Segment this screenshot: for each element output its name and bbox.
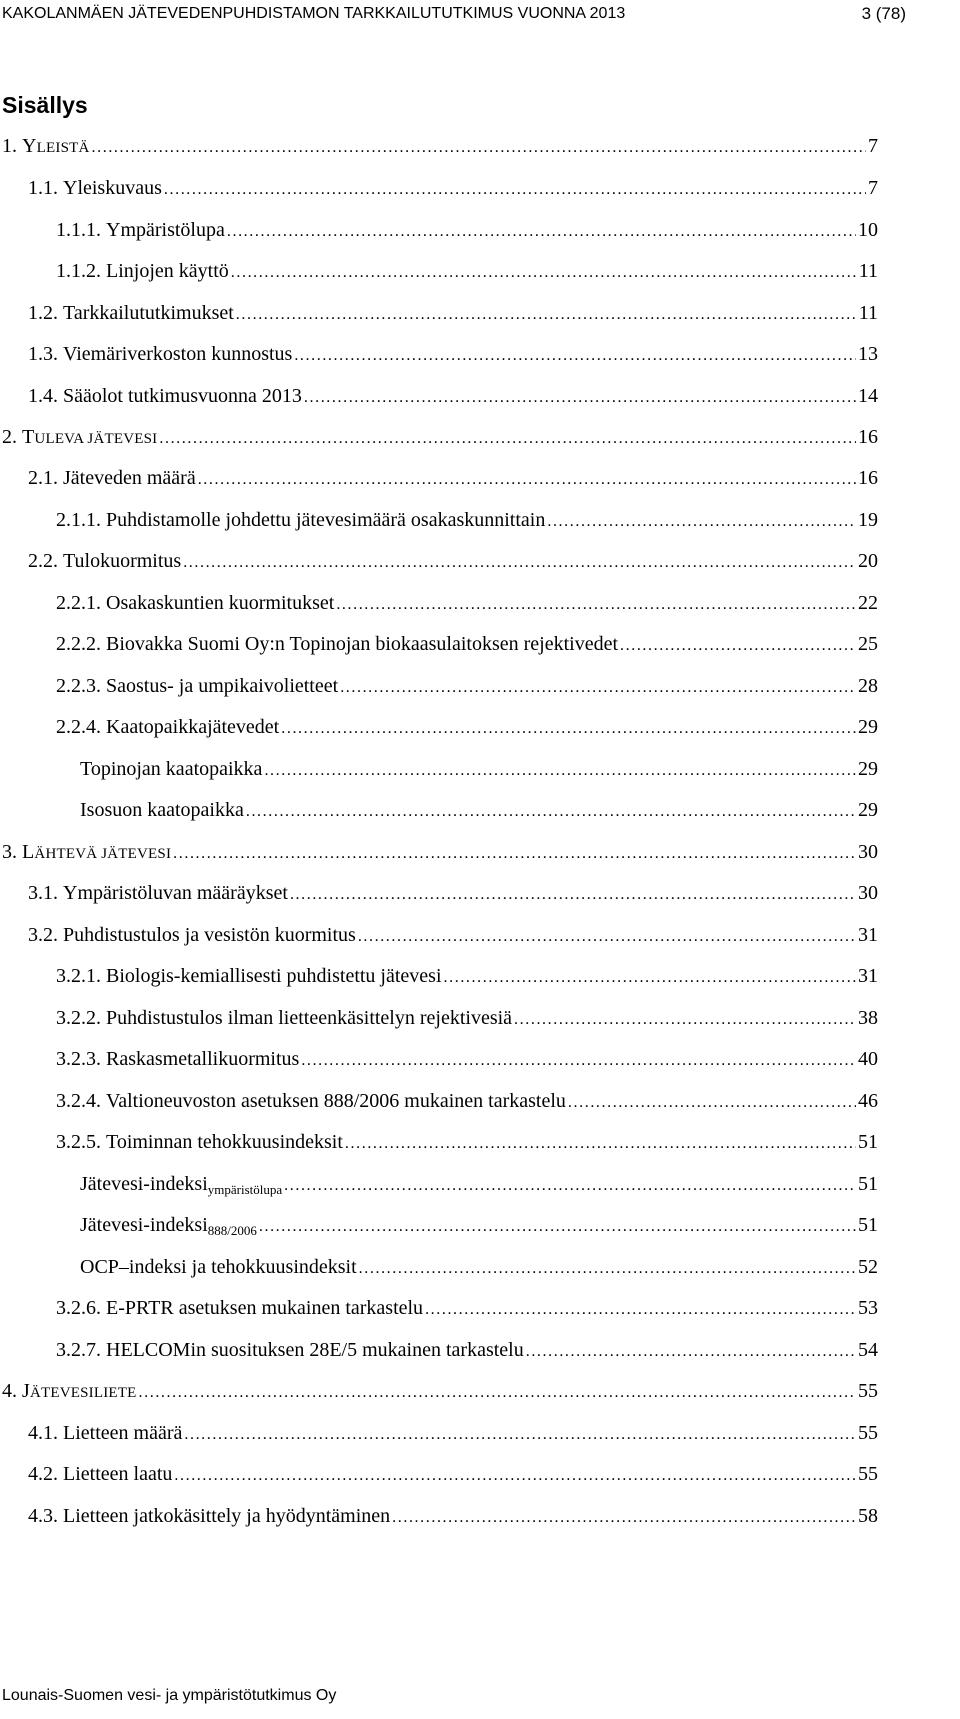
toc-entry-number: 3. [2, 841, 22, 863]
toc-entry-number: 3.2.4. [56, 1090, 106, 1112]
toc-entry-number: 1.2. [28, 302, 63, 324]
toc-entry-title [106, 1294, 423, 1322]
toc-entry-page: 10 [858, 219, 878, 241]
toc-entry-page: 31 [858, 965, 878, 987]
toc-entry-title-rest: ÄHTEVÄ JÄTEVESI [34, 846, 172, 862]
toc-entry-number: 3.2. [28, 924, 63, 946]
toc-entry-title-text: Ympäristölupa [106, 219, 225, 241]
toc-entry-page: 55 [858, 1422, 878, 1444]
page-number: 3 (78) [861, 4, 906, 23]
toc-entry-number: 4.1. [28, 1422, 63, 1444]
toc-entry-title [22, 1377, 137, 1407]
toc-entry-title-text: Jätevesi-indeksi [80, 1173, 208, 1195]
toc-entry-title-text: E-PRTR asetuksen mukainen tarkastelu [106, 1297, 424, 1319]
toc-entry-title-initial: J [22, 1380, 30, 1402]
toc-entry-page: 46 [858, 1090, 878, 1112]
toc-entry-title-text: Saostus- ja umpikaivolietteet [106, 675, 339, 697]
toc-entry-title-text: Yleiskuvaus [63, 177, 162, 199]
toc-entry-page: 38 [858, 1007, 878, 1029]
toc-entry-subscript: 888/2006 [207, 1223, 257, 1238]
toc-entry[interactable] [80, 796, 878, 824]
toc-entry-title-text: Viemäriverkoston kunnostus [63, 343, 293, 365]
toc-dot-leader [547, 508, 856, 536]
toc-entry-number: 2. [2, 426, 22, 448]
toc-dot-leader [183, 549, 856, 577]
toc-entry-title [106, 1045, 299, 1073]
toc-entry[interactable] [28, 174, 878, 202]
toc-entry-title-text: Linjojen käyttö [106, 260, 229, 282]
toc-entry-title [63, 464, 196, 492]
toc-entry-title-text: HELCOMin suosituksen 28E/5 mukainen tarkastelu [106, 1339, 524, 1361]
toc-entry-title [22, 423, 157, 453]
toc-entry-title [22, 838, 171, 868]
toc-dot-leader [392, 1504, 856, 1532]
toc-entry-page: 51 [858, 1214, 878, 1236]
toc-entry[interactable] [28, 879, 878, 907]
toc-entry[interactable] [80, 1253, 878, 1281]
toc-entry-title [106, 962, 442, 990]
toc-entry-title [106, 257, 229, 285]
toc-dot-leader [284, 1172, 856, 1200]
toc-entry[interactable] [56, 630, 878, 658]
toc-entry-page: 30 [858, 882, 878, 904]
toc-entry-title-text: Lietteen jatkokäsittely ja hyödyntäminen [63, 1505, 391, 1527]
toc-entry-title-text: Biologis-kemiallisesti puhdistettu jätevesi [106, 965, 442, 987]
toc-entry-title-text: Topinojan kaatopaikka [80, 758, 263, 780]
toc-dot-leader [340, 674, 856, 702]
toc-entry-number: 1.4. [28, 385, 63, 407]
page-footer: Lounais-Suomen vesi- ja ympäristötutkimus Oy [2, 1687, 337, 1704]
toc-entry-page: 19 [858, 509, 878, 531]
toc-dot-leader [620, 632, 856, 660]
toc-entry[interactable] [56, 1128, 878, 1156]
toc-entry[interactable] [2, 423, 878, 451]
toc-entry-title [80, 755, 262, 783]
toc-entry-title-text: Valtioneuvoston asetuksen 888/2006 mukainen tarkastelu [106, 1090, 566, 1112]
toc-entry[interactable] [2, 1377, 878, 1405]
toc-entry-number: 1.1.2. [56, 260, 106, 282]
toc-entry-number: 3.2.6. [56, 1297, 106, 1319]
toc-entry-title [106, 1128, 343, 1156]
toc-dot-leader [92, 134, 866, 162]
toc-entry[interactable] [28, 547, 878, 575]
toc-entry[interactable] [56, 506, 878, 534]
toc-entry[interactable] [80, 1211, 878, 1239]
toc-entry-page: 55 [858, 1463, 878, 1485]
toc-entry-page: 14 [858, 385, 878, 407]
toc-dot-leader [164, 176, 866, 204]
toc-entry-title-text: Toiminnan tehokkuusindeksit [106, 1131, 343, 1153]
toc-entry-number: 1.1.1. [56, 219, 106, 241]
toc-entry-title [106, 1087, 566, 1115]
toc-entry-page: 13 [858, 343, 878, 365]
toc-dot-leader [173, 840, 856, 868]
toc-entry-title [80, 1170, 282, 1204]
toc-entry-page: 29 [858, 799, 878, 821]
toc-entry[interactable] [56, 257, 878, 285]
toc-entry-title-initial: T [22, 426, 35, 448]
toc-entry-page: 30 [858, 841, 878, 863]
toc-entry-title [80, 1211, 257, 1245]
toc-entry-title [80, 1253, 357, 1281]
toc-dot-leader [184, 1421, 856, 1449]
toc-entry[interactable] [28, 340, 878, 368]
toc-entry-title [63, 879, 288, 907]
toc-entry-number: 3.2.1. [56, 965, 106, 987]
toc-entry-page: 11 [858, 260, 878, 282]
document-title: KAKOLANMÄEN JÄTEVEDENPUHDISTAMON TARKKAILUTUTKIMUS VUONNA 2013 [2, 5, 626, 22]
toc-entry[interactable] [28, 464, 878, 492]
toc-entry[interactable] [56, 713, 878, 741]
toc-entry-number: 2.2.4. [56, 716, 106, 738]
toc-entry[interactable] [56, 589, 878, 617]
toc-entry-page: 52 [858, 1256, 878, 1278]
toc-entry[interactable] [28, 382, 878, 410]
toc-entry-title-text: Ympäristöluvan määräykset [63, 882, 288, 904]
toc-entry-title [63, 299, 234, 327]
toc-entry[interactable] [56, 1004, 878, 1032]
toc-entry-title-text: Puhdistamolle johdettu jätevesimäärä osakaskunnittain [106, 509, 546, 531]
toc-entry-page: 7 [868, 135, 878, 157]
toc-entry-page: 53 [858, 1297, 878, 1319]
toc-entry-title [63, 382, 302, 410]
toc-entry-title [106, 216, 225, 244]
toc-entry-number: 2.2.1. [56, 592, 106, 614]
toc-entry[interactable] [56, 962, 878, 990]
toc-entry[interactable] [28, 299, 878, 327]
toc-entry-page: 16 [858, 467, 878, 489]
toc-entry-title-text: Jätevesi-indeksi [80, 1214, 208, 1236]
toc-dot-leader [259, 1213, 856, 1241]
toc-dot-leader [514, 1006, 856, 1034]
toc-entry-subscript: ympäristölupa [207, 1182, 283, 1197]
toc-entry-title [63, 174, 162, 202]
toc-entry-title-text: Puhdistustulos ilman lietteenkäsittelyn rejektivesiä [106, 1007, 513, 1029]
toc-entry-title-rest: LEISTÄ [36, 140, 90, 156]
toc-entry[interactable] [2, 132, 878, 160]
toc-dot-leader [198, 466, 856, 494]
toc-entry-title-text: Puhdistustulos ja vesistön kuormitus [63, 924, 356, 946]
toc-entry[interactable] [28, 921, 878, 949]
toc-entry-title [63, 340, 292, 368]
toc-entry-number: 3.2.2. [56, 1007, 106, 1029]
toc-entry-number: 1. [2, 135, 22, 157]
toc-dot-leader [336, 591, 856, 619]
toc-entry-title-text: Biovakka Suomi Oy:n Topinojan biokaasulaitoksen rejektivedet [106, 633, 619, 655]
toc-entry-number: 3.2.5. [56, 1131, 106, 1153]
toc-dot-leader [174, 1462, 856, 1490]
toc-entry-number: 1.1. [28, 177, 63, 199]
toc-entry-number: 2.2.3. [56, 675, 106, 697]
toc-entry[interactable] [56, 1294, 878, 1322]
toc-entry-title [63, 1502, 390, 1530]
toc-entry-number: 4.2. [28, 1463, 63, 1485]
toc-entry-title [63, 1460, 172, 1488]
toc-entry-page: 22 [858, 592, 878, 614]
toc-entry[interactable] [80, 755, 878, 783]
toc-entry-title-text: Tarkkailututkimukset [63, 302, 234, 324]
toc-entry-title [106, 589, 334, 617]
toc-dot-leader [281, 715, 856, 743]
toc-entry-page: 29 [858, 758, 878, 780]
toc-entry-title-text: Jäteveden määrä [63, 467, 196, 489]
toc-entry[interactable] [28, 1419, 878, 1447]
toc-entry-title [106, 506, 545, 534]
toc-dot-leader [246, 798, 856, 826]
toc-entry-page: 54 [858, 1339, 878, 1361]
toc-entry-page: 7 [868, 177, 878, 199]
toc-entry-page: 51 [858, 1131, 878, 1153]
toc-entry-page: 25 [858, 633, 878, 655]
toc-entry-page: 40 [858, 1048, 878, 1070]
toc-entry-title [80, 796, 244, 824]
toc-entry-title-text: Sääolot tutkimusvuonna 2013 [63, 385, 302, 407]
toc-entry-number: 2.2. [28, 550, 63, 572]
toc-entry[interactable] [56, 1336, 878, 1364]
toc-entry-title [106, 1004, 512, 1032]
toc-entry-number: 4. [2, 1380, 22, 1402]
toc-entry-title-text: Isosuon kaatopaikka [80, 799, 244, 821]
toc-entry-number: 4.3. [28, 1505, 63, 1527]
toc-entry[interactable] [56, 216, 878, 244]
toc-entry-page: 16 [858, 426, 878, 448]
toc-dot-leader [236, 301, 857, 329]
toc-dot-leader [139, 1379, 856, 1407]
toc-entry-title-text: Tulokuormitus [63, 550, 182, 572]
toc-entry-page: 31 [858, 924, 878, 946]
toc-entry-number: 2.1.1. [56, 509, 106, 531]
toc-entry-title-text: Kaatopaikkajätevedet [106, 716, 280, 738]
toc-entry-page: 29 [858, 716, 878, 738]
toc-entry-title-initial: L [22, 841, 35, 863]
toc-dot-leader [358, 923, 856, 951]
toc-dot-leader [294, 342, 856, 370]
toc-dot-leader [568, 1089, 856, 1117]
toc-dot-leader [304, 384, 856, 412]
toc-entry-number: 3.1. [28, 882, 63, 904]
toc-entry-number: 1.3. [28, 343, 63, 365]
toc-dot-leader [359, 1255, 856, 1283]
toc-entry[interactable] [28, 1502, 878, 1530]
toc-entry-page: 51 [858, 1173, 878, 1195]
toc-dot-leader [159, 425, 856, 453]
toc-entry-title-text: Osakaskuntien kuormitukset [106, 592, 335, 614]
toc-entry-title [63, 547, 181, 575]
toc-entry-title-text: Lietteen laatu [63, 1463, 173, 1485]
toc-dot-leader [227, 218, 856, 246]
toc-entry-page: 58 [858, 1505, 878, 1527]
toc-dot-leader [290, 881, 856, 909]
toc-entry[interactable] [2, 838, 878, 866]
toc-entry-page: 55 [858, 1380, 878, 1402]
toc-dot-leader [444, 964, 856, 992]
toc-entry[interactable] [80, 1170, 878, 1198]
toc-heading: Sisällys [2, 92, 88, 118]
toc-entry[interactable] [28, 1460, 878, 1488]
toc-entry-title-text: OCP–indeksi ja tehokkuusindeksit [80, 1256, 357, 1278]
toc-entry-title [106, 713, 279, 741]
toc-dot-leader [345, 1130, 856, 1158]
toc-entry-title [63, 921, 356, 949]
toc-entry-number: 3.2.3. [56, 1048, 106, 1070]
toc-entry-page: 11 [858, 302, 878, 324]
toc-dot-leader [526, 1338, 856, 1366]
toc-dot-leader [425, 1296, 856, 1324]
toc-entry-title-rest: ULEVA JÄTEVESI [34, 431, 158, 447]
toc-entry-title [106, 1336, 524, 1364]
toc-entry-number: 2.2.2. [56, 633, 106, 655]
toc-dot-leader [231, 259, 857, 287]
toc-entry-title-initial: Y [22, 135, 37, 157]
toc-entry-title [63, 1419, 182, 1447]
toc-entry-title [106, 630, 618, 658]
toc-entry-title-rest: ÄTEVESILIETE [29, 1385, 137, 1401]
toc-entry[interactable] [56, 672, 878, 700]
toc-entry-title [106, 672, 338, 700]
toc-entry-title-text: Lietteen määrä [63, 1422, 183, 1444]
toc-entry-title-text: Raskasmetallikuormitus [106, 1048, 300, 1070]
toc-dot-leader [301, 1047, 856, 1075]
toc-entry-title [22, 132, 90, 162]
toc-entry-number: 3.2.7. [56, 1339, 106, 1361]
toc-entry[interactable] [56, 1087, 878, 1115]
toc-entry-page: 20 [858, 550, 878, 572]
toc-entry-page: 28 [858, 675, 878, 697]
toc-entry[interactable] [56, 1045, 878, 1073]
toc-dot-leader [264, 757, 856, 785]
toc-entry-number: 2.1. [28, 467, 63, 489]
